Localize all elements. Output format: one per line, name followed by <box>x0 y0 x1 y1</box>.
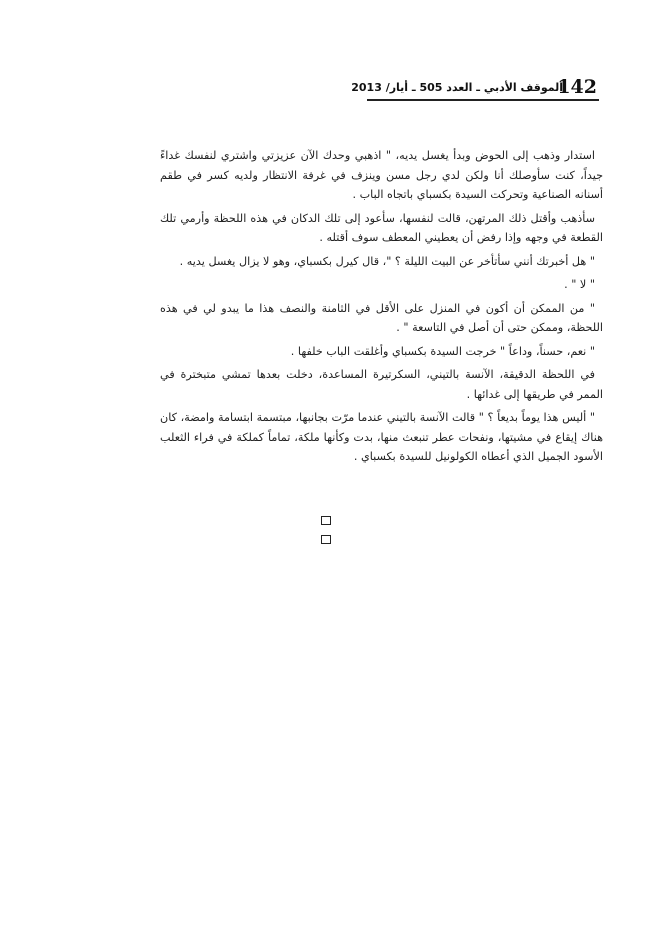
paragraph: " أليس هذا يوماً بديعاً ؟ " قالت الآنسة بالتيني عندما مرّت بجانبها، مبتسمة ابتسامة وامضة، كان هناك إيقاع في مشيتها، ونفحات عطر تنبعث منها، بدت وكأنها ملكة، تماماً كملكة في فراء الثعلب الأسود الجميل الذي أعطاه الكولونيل للسيدة بكسباي . <box>160 411 603 463</box>
paragraph: " هل أخبرتك أنني سأتأخر عن البيت الليلة ؟ "، قال كيرل بكسباي، وهو لا يزال يغسل يديه . <box>179 254 595 268</box>
square-icon <box>321 516 331 525</box>
paragraph: " لا " . <box>564 278 595 291</box>
paragraph: في اللحظة الدقيقة، الآنسة بالتيني، السكرتيرة المساعدة، دخلت بعدها تمشي متبخترة في الممر في طريقها إلى غدائها . <box>160 368 603 401</box>
end-mark-icon <box>321 516 343 527</box>
page-header <box>351 76 599 100</box>
paragraph: " من الممكن أن أكون في المنزل على الأقل في الثامنة والنصف هذا ما يبدو لي في هذه اللحظة، وممكن حتى أن أصل في التاسعة " . <box>160 301 603 334</box>
header-rule <box>367 99 599 101</box>
running-head: الموقف الأدبي ـ العدد 505 ـ أيار/ 2013 <box>351 81 563 94</box>
page-number: 142 <box>557 76 597 98</box>
square-icon <box>321 535 331 544</box>
paragraph: سأذهب وأقتل ذلك المرتهن، قالت لنفسها، سأعود إلى تلك الدكان في هذه اللحظة وأرمي تلك القطعة في وجهه وإذا رفض أن يعطيني المعطف سوف أقتله . <box>160 211 603 244</box>
paragraph: استدار وذهب إلى الحوض وبدأ يغسل يديه، " اذهبي وحدك الآن عزيزتي واشتري لنفسك غداءً جيداً، كنت سأوصلك أنا ولكن لدي رجل مسن وينزف في غرفة الانتظار ولديه كسر في طقم أسنانه الصناعية وتحركت السيدة بكسباي باتجاه الباب . <box>160 149 603 201</box>
paragraph: " نعم، حسناً، وداعاً " خرجت السيدة بكسباي وأغلقت الباب خلفها . <box>290 344 595 358</box>
body-text <box>160 146 603 471</box>
